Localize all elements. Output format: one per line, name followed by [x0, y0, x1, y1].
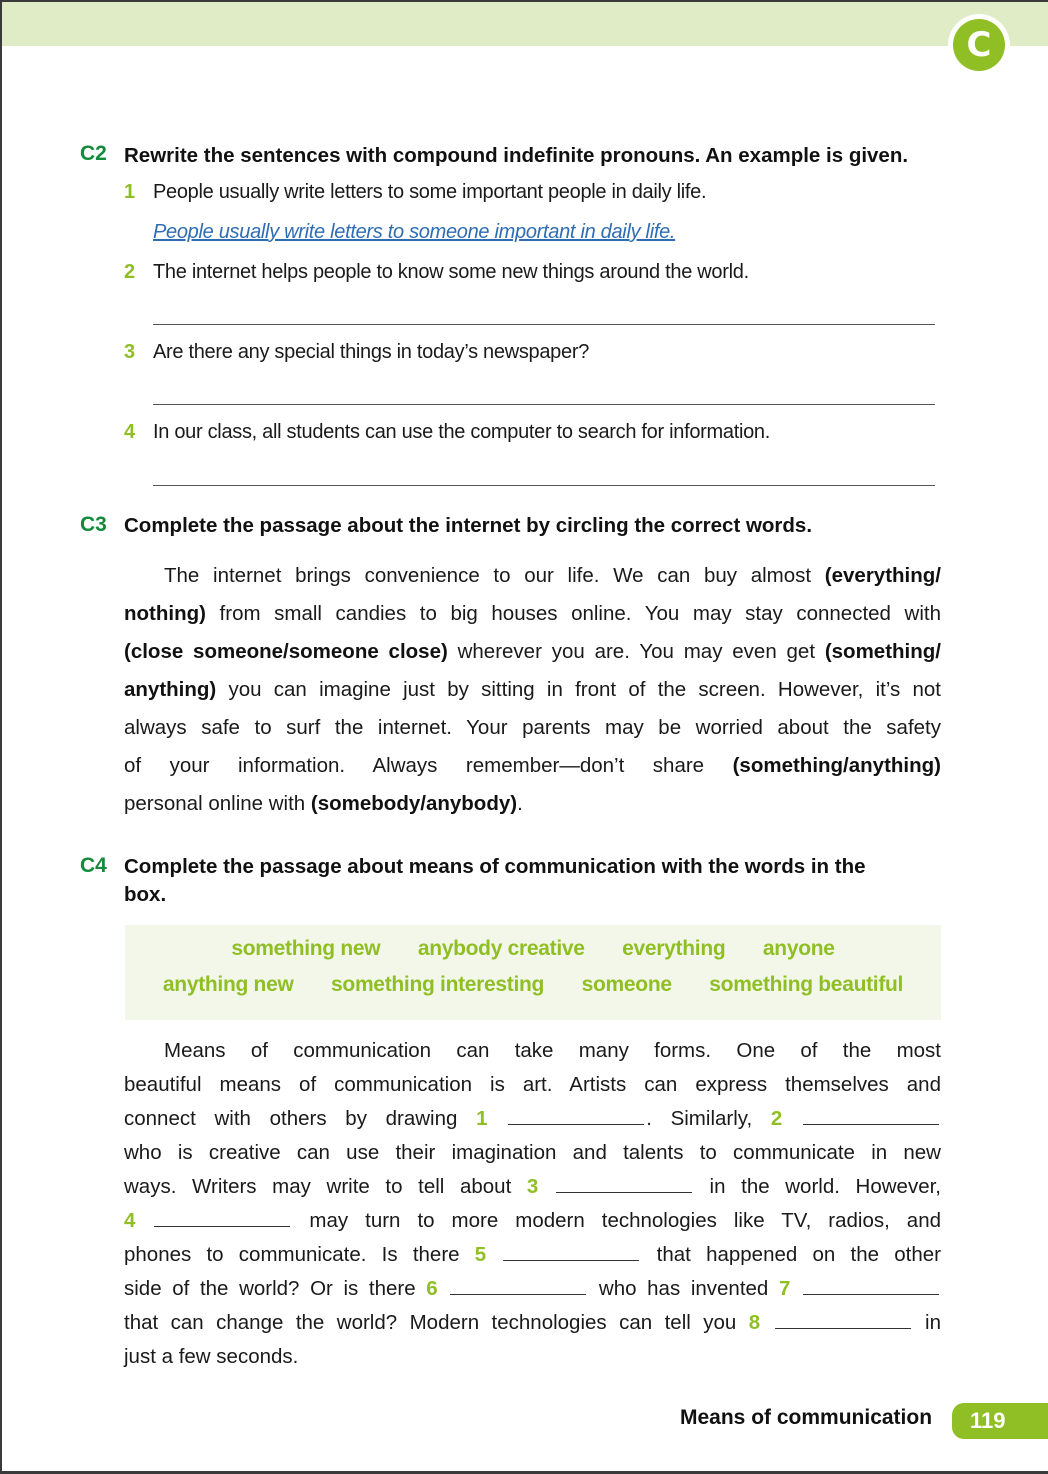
blank-number: 5	[474, 1243, 487, 1266]
passage-line: Means of communication can take many forms. One of the most	[164, 1039, 941, 1062]
exercise-title: Complete the passage about the internet by circling the correct words.	[124, 514, 813, 537]
choice[interactable]: (close someone/someone close)	[124, 640, 448, 663]
page-frame-left	[0, 0, 2, 1474]
c4-passage	[124, 1034, 941, 1374]
passage-line: who is creative can use their imagination and talents to communicate in new	[124, 1141, 941, 1164]
item-text: Are there any special things in today’s newspaper?	[153, 341, 590, 363]
item-number: 4	[124, 421, 136, 443]
exercise-title: Rewrite the sentences with compound indefinite pronouns. An example is given.	[124, 144, 909, 167]
answer-line[interactable]	[153, 324, 935, 325]
unit-c-badge-icon: C	[953, 19, 1005, 71]
footer-chapter-title: Means of communication	[680, 1406, 933, 1429]
item-number: 3	[124, 341, 136, 363]
answer-line[interactable]	[153, 404, 935, 405]
choice[interactable]: (something/	[824, 640, 941, 663]
choice[interactable]: (everything/	[824, 564, 941, 587]
c3-passage	[124, 557, 941, 823]
blank-5[interactable]	[503, 1241, 639, 1261]
passage-line: (close someone/someone close) wherever you are. You may even get (something/	[124, 640, 941, 663]
passage-line: 4 may turn to more modern technologies like TV, radios, and	[124, 1209, 941, 1232]
passage-line: beautiful means of communication is art. Artists can express themselves and	[124, 1073, 941, 1096]
page-number: 119	[952, 1403, 1048, 1439]
passage-line: always safe to surf the internet. Your parents may be worried about the safety	[124, 716, 941, 739]
passage-line: anything) you can imagine just by sitting in front of the screen. However, it’s not	[124, 678, 941, 701]
blank-8[interactable]	[775, 1309, 911, 1329]
passage-line: that can change the world? Modern technologies can tell you 8 in	[124, 1311, 942, 1334]
passage-line: just a few seconds.	[124, 1345, 299, 1368]
exercise-title-cont: box.	[124, 883, 167, 906]
passage-line: nothing) from small candies to big houses online. You may stay connected with	[124, 602, 941, 625]
exercise-label: C2	[80, 142, 107, 165]
choice[interactable]: nothing)	[124, 602, 206, 625]
word-option: something new	[231, 937, 381, 960]
word-box	[125, 925, 941, 1020]
word-option: something interesting	[331, 973, 545, 996]
exercise-label: C4	[80, 854, 107, 877]
item-number: 1	[124, 181, 136, 203]
blank-number: 3	[526, 1175, 539, 1198]
exercise-title: Complete the passage about means of communication with the words in the	[124, 855, 866, 878]
passage-line: The internet brings convenience to our life. We can buy almost (everything/	[164, 564, 941, 587]
passage-line: connect with others by drawing 1 . Similarly, 2	[124, 1102, 941, 1136]
example-answer: People usually write letters to someone important in daily life.	[153, 221, 676, 243]
word-row	[125, 973, 941, 997]
choice[interactable]: anything)	[124, 678, 217, 701]
answer-line[interactable]	[153, 485, 935, 486]
word-option: everything	[622, 937, 726, 960]
passage-line: ways. Writers may write to tell about 3 in the world. However,	[124, 1175, 941, 1198]
blank-7[interactable]	[803, 1275, 939, 1295]
word-option: anybody creative	[417, 937, 585, 960]
blank-number: 8	[748, 1311, 761, 1334]
item-text: People usually write letters to some important people in daily life.	[153, 181, 707, 203]
unit-badge	[948, 14, 1010, 76]
word-row	[125, 937, 941, 961]
blank-number: 6	[426, 1277, 438, 1300]
blank-number: 4	[124, 1209, 136, 1232]
blank-number: 7	[778, 1277, 791, 1300]
blank-1[interactable]	[508, 1105, 644, 1125]
choice[interactable]: (somebody/anybody)	[310, 792, 518, 815]
word-option: something beautiful	[709, 973, 904, 996]
passage-line: personal online with (somebody/anybody).	[124, 792, 523, 815]
blank-6[interactable]	[450, 1275, 586, 1295]
blank-3[interactable]	[556, 1173, 692, 1193]
word-option: anyone	[762, 937, 835, 960]
blank-2[interactable]	[803, 1105, 939, 1125]
blank-number: 2	[770, 1107, 783, 1130]
passage-line: side of the world? Or is there 6 who has invented 7	[124, 1272, 941, 1306]
choice[interactable]: (something/anything)	[732, 754, 941, 777]
blank-number: 1	[476, 1107, 488, 1130]
word-option: anything new	[162, 973, 294, 996]
exercise-label: C3	[80, 513, 107, 536]
word-option: someone	[581, 973, 672, 996]
blank-4[interactable]	[154, 1207, 290, 1227]
passage-line: phones to communicate. Is there 5 that happened on the other	[124, 1243, 941, 1266]
item-text: The internet helps people to know some new things around the world.	[153, 261, 749, 283]
item-number: 2	[124, 261, 136, 283]
item-text: In our class, all students can use the computer to search for information.	[153, 421, 771, 443]
passage-line: of your information. Always remember—don’t share (something/anything)	[124, 754, 941, 777]
header-band	[2, 2, 1048, 46]
